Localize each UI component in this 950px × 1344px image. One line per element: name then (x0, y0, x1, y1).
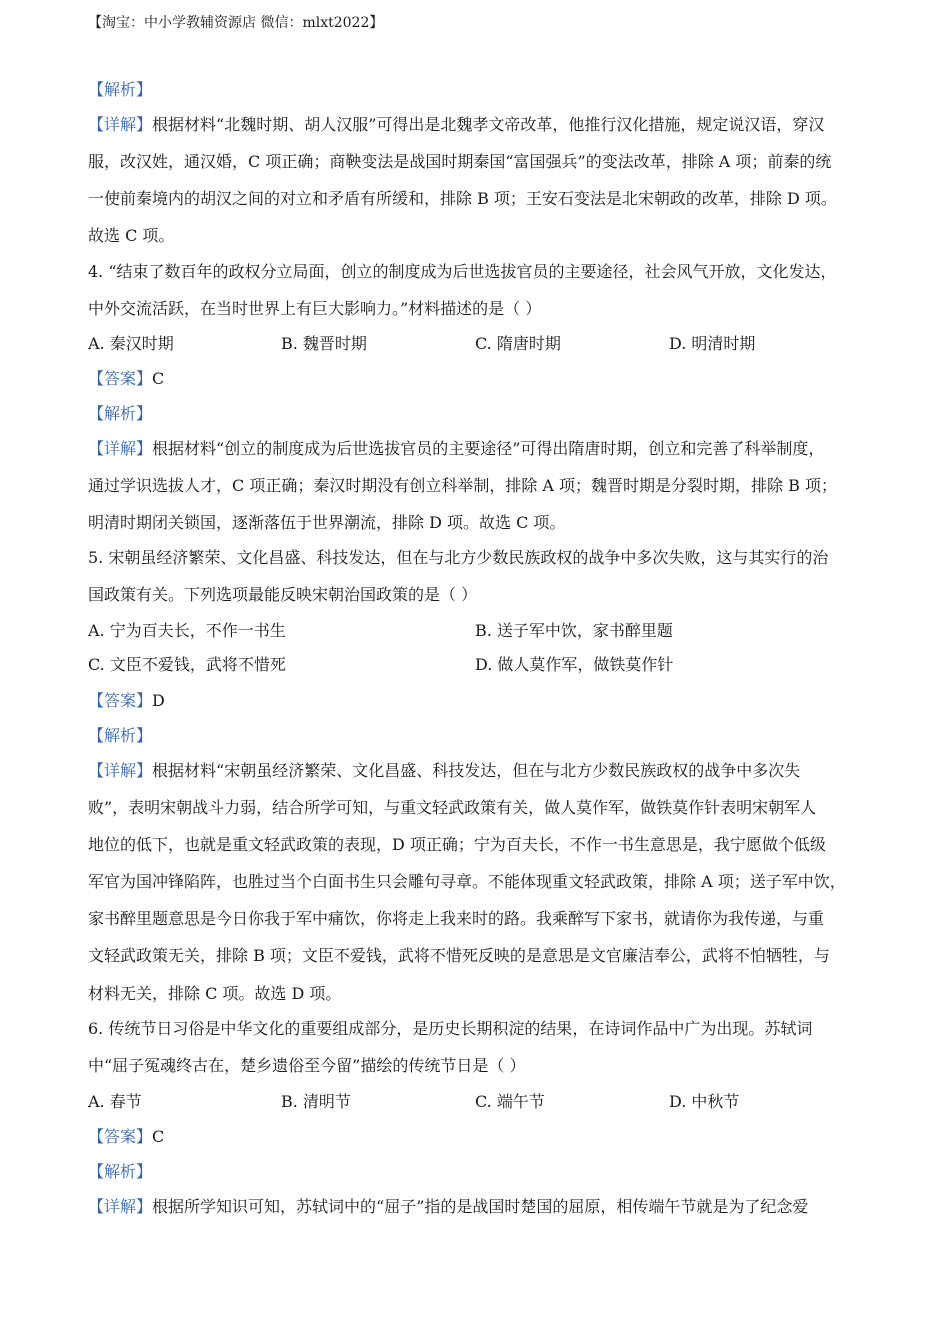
q3-detail-line-4: 故选 C 项。 (88, 226, 175, 245)
q4-detail-line-2: 通过学识选拔人才，C 项正确；秦汉时期没有创立科举制，排除 A 项；魏晋时期是分裂时期，排除 B 项； (88, 476, 837, 495)
q4-option-d: D. 明清时期 (669, 334, 756, 353)
q5-stem-line-1: 5. 宋朝虽经济繁荣、文化昌盛、科技发达，但在与北方少数民族政权的战争中多次失败，这与其实行的治 (88, 548, 829, 567)
page-header: 【淘宝：中小学教辅资源店 微信：mlxt2022】 (88, 15, 384, 31)
q4-answer-label: 【答案】 (88, 369, 153, 388)
q6-stem-line-1: 6. 传统节日习俗是中华文化的重要组成部分，是历史长期积淀的结果，在诗词作品中广为出现。苏轼词 (88, 1019, 813, 1038)
q3-detail-line-3: 一使前秦境内的胡汉之间的对立和矛盾有所缓和，排除 B 项；王安石变法是北宋朝政的改革，排除 D 项。 (88, 189, 837, 208)
q4-detail-label: 【详解】 (88, 439, 153, 458)
q6-detail-line-1 (88, 1194, 808, 1217)
q5-option-a: A. 宁为百夫长，不作一书生 (88, 621, 286, 640)
q5-option-c: C. 文臣不爱钱，武将不惜死 (88, 655, 286, 674)
q4-option-c: C. 隋唐时期 (475, 334, 561, 353)
q5-answer (88, 688, 165, 711)
q3-analysis-label: 【解析】 (88, 80, 153, 99)
q5-analysis-label: 【解析】 (88, 726, 153, 745)
q5-answer-label: 【答案】 (88, 691, 153, 710)
q4-answer-value: C (152, 369, 165, 388)
q6-analysis-label: 【解析】 (88, 1162, 153, 1181)
q5-detail-line-5: 家书醉里题意思是今日你我于军中痛饮，你将走上我来时的路。我乘醉写下家书，就请你为我传递，与重 (88, 909, 825, 928)
q5-detail-text: 根据材料“宋朝虽经济繁荣、文化昌盛、科技发达，但在与北方少数民族政权的战争中多次失 (152, 761, 801, 780)
q5-stem-line-2: 国政策有关。下列选项最能反映宋朝治国政策的是（ ） (88, 585, 478, 604)
q5-detail-line-1 (88, 758, 800, 781)
q3-detail-label: 【详解】 (88, 115, 153, 134)
q4-detail-line-1 (88, 436, 824, 459)
q4-stem-line-1: 4. “结束了数百年的政权分立局面，创立的制度成为后世选拔官员的主要途径，社会风气开放，文化发达， (88, 262, 837, 281)
q4-stem-line-2: 中外交流活跃，在当时世界上有巨大影响力。”材料描述的是（ ） (88, 299, 542, 318)
q4-detail-text: 根据材料“创立的制度成为后世选拔官员的主要途径”可得出隋唐时期，创立和完善了科举制度， (152, 439, 825, 458)
q5-option-d: D. 做人莫作军，做铁莫作针 (475, 655, 674, 674)
q4-option-b: B. 魏晋时期 (281, 334, 367, 353)
q6-detail-label: 【详解】 (88, 1197, 153, 1216)
q6-option-d: D. 中秋节 (669, 1092, 740, 1111)
q6-option-b: B. 清明节 (281, 1092, 351, 1111)
q6-stem-line-2: 中“屈子冤魂终古在，楚乡遗俗至今留”描绘的传统节日是（ ） (88, 1056, 526, 1075)
q3-detail-text: 根据材料“北魏时期、胡人汉服”可得出是北魏孝文帝改革，他推行汉化措施，规定说汉语，穿汉 (152, 115, 825, 134)
q5-answer-value: D (152, 691, 165, 710)
q5-detail-line-3: 地位的低下，也就是重文轻武政策的表现，D 项正确；宁为百夫长，不作一书生意思是，我宁愿做个低级 (88, 835, 826, 854)
q6-option-a: A. 春节 (88, 1092, 142, 1111)
q6-answer-value: C (152, 1127, 165, 1146)
q5-detail-label: 【详解】 (88, 761, 153, 780)
q3-detail-line-1 (88, 112, 824, 135)
q5-detail-line-6: 文轻武政策无关，排除 B 项；文臣不爱钱，武将不惜死反映的是意思是文官廉洁奉公，武将不怕牺牲，与 (88, 946, 830, 965)
q6-detail-text: 根据所学知识可知，苏轼词中的“屈子”指的是战国时楚国的屈原，相传端午节就是为了纪念爱 (152, 1197, 809, 1216)
q4-detail-line-3: 明清时期闭关锁国，逐渐落伍于世界潮流，排除 D 项。故选 C 项。 (88, 513, 566, 532)
q6-answer (88, 1124, 164, 1147)
q4-analysis-label: 【解析】 (88, 404, 153, 423)
q5-detail-line-2: 败”，表明宋朝战斗力弱，结合所学可知，与重文轻武政策有关，做人莫作军，做铁莫作针表明宋朝军人 (88, 798, 817, 817)
q4-option-a: A. 秦汉时期 (88, 334, 174, 353)
q5-detail-line-4: 军官为国冲锋陷阵，也胜过当个白面书生只会雕句寻章。不能体现重文轻武政策，排除 A 项；送子军中饮， (88, 872, 846, 891)
q5-option-b: B. 送子军中饮，家书醉里题 (475, 621, 673, 640)
q3-detail-line-2: 服，改汉姓，通汉婚，C 项正确；商鞅变法是战国时期秦国“富国强兵”的变法改革，排除 A 项；前秦的统 (88, 152, 832, 171)
q6-answer-label: 【答案】 (88, 1127, 153, 1146)
q6-option-c: C. 端午节 (475, 1092, 545, 1111)
q4-answer (88, 366, 164, 389)
q5-detail-line-7: 材料无关，排除 C 项。故选 D 项。 (88, 984, 342, 1003)
